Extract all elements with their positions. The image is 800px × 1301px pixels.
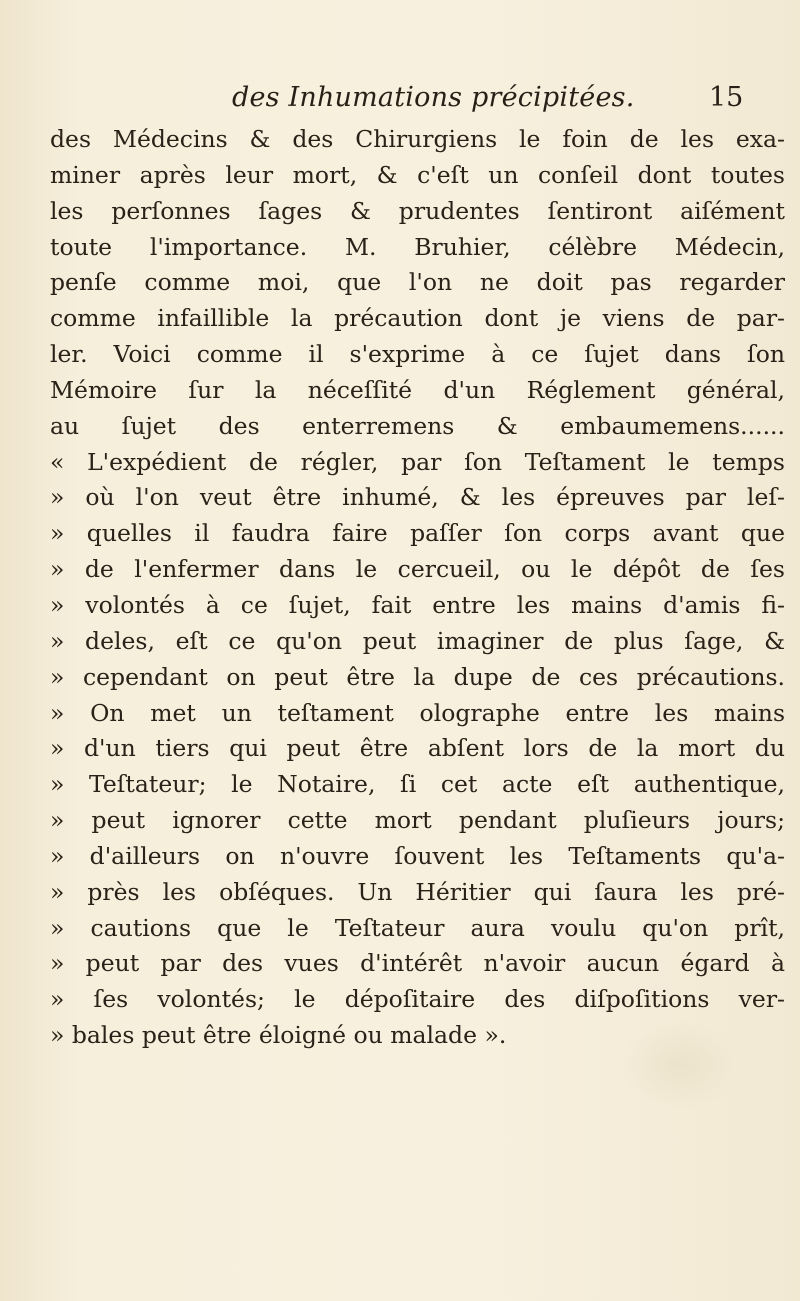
text-line: les perſonnes ſages & prudentes ſentiront aiſément <box>50 196 785 225</box>
text-line: » d'un tiers qui peut être abſent lors de la mort du <box>50 734 785 763</box>
body-text <box>50 122 785 1054</box>
text-line: » deles, eſt ce qu'on peut imaginer de plus ſage, & <box>50 626 785 655</box>
text-line: penſe comme moi, que l'on ne doit pas regarder <box>50 268 785 297</box>
text-line: » peut ignorer cette mort pendant pluſieurs jours; <box>50 806 785 835</box>
text-line: « L'expédient de régler, par ſon Teſtament le temps <box>50 447 785 476</box>
page-number: 15 <box>709 82 744 113</box>
text-line: » quelles il faudra faire paſſer ſon corps avant que <box>50 519 785 548</box>
text-line: » cependant on peut être la dupe de ces précautions. <box>50 662 785 691</box>
text-line: » On met un teſtament olographe entre les mains <box>50 698 785 727</box>
text-line: toute l'importance. M. Bruhier, célèbre Médecin, <box>50 232 785 261</box>
text-line: au ſujet des enterremens & embaumemens...... <box>50 411 785 440</box>
text-line: » de l'enfermer dans le cercueil, ou le dépôt de ſes <box>50 555 785 584</box>
text-line: miner après leur mort, & c'eſt un conſeil dont toutes <box>50 160 785 189</box>
text-line: » peut par des vues d'intérêt n'avoir aucun égard à <box>50 949 785 978</box>
text-line: comme infaillible la précaution dont je viens de par- <box>50 304 785 333</box>
text-line: » cautions que le Teſtateur aura voulu qu'on prît, <box>50 913 785 942</box>
text-line: Mémoire ſur la néceſſité d'un Réglement général, <box>50 375 785 404</box>
text-line: » près les obſéques. Un Héritier qui ſaura les pré- <box>50 877 785 906</box>
text-line: » Teſtateur; le Notaire, ſi cet acte eſt authentique, <box>50 770 785 799</box>
text-line: » volontés à ce ſujet, fait entre les mains d'amis fi- <box>50 590 785 619</box>
text-line: des Médecins & des Chirurgiens le foin de les exa- <box>50 125 785 153</box>
text-line: » d'ailleurs on n'ouvre ſouvent les Teſtaments qu'a- <box>50 841 785 870</box>
text-line: » bales peut être éloigné ou malade ». <box>50 1021 507 1050</box>
page-header <box>0 82 800 122</box>
text-line: » où l'on veut être inhumé, & les épreuves par leſ- <box>50 483 785 512</box>
text-line: » ſes volontés; le dépoſitaire des diſpoſitions ver- <box>50 985 785 1014</box>
running-title: des Inhumations précipitées. <box>232 82 635 113</box>
text-line: ler. Voici comme il s'exprime à ce ſujet dans ſon <box>50 340 785 369</box>
